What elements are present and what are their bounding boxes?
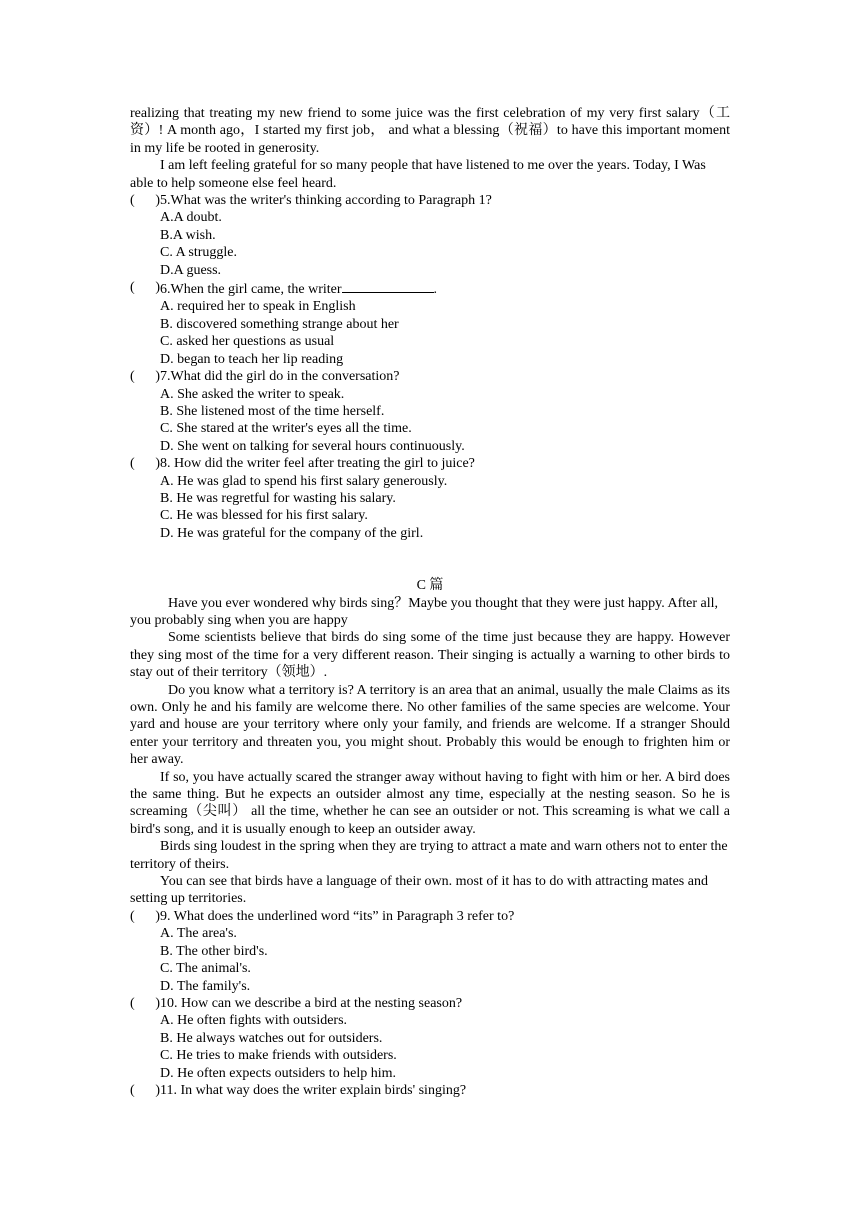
option: A. He was glad to spend his first salary generously. bbox=[160, 473, 448, 489]
option: A. required her to speak in English bbox=[160, 299, 356, 315]
answer-blank-parens[interactable]: ( ) bbox=[130, 908, 160, 924]
option: B. He was regretful for wasting his salary. bbox=[160, 490, 396, 506]
question-stem: 11. In what way does the writer explain birds' singing? bbox=[160, 1082, 467, 1098]
passage-c-paragraph: If so, you have actually scared the stranger away without having to fight with him or her. A bird does the same thing. But he expects an outsider almost any time, especially at the nesting season. So he is screaming（尖叫） all the time, whether he can see an outsider or not. This screaming is what we call a bird's song, and it is usually enough to keep an outsider away. bbox=[130, 769, 730, 837]
question-9 bbox=[130, 908, 730, 925]
passage-c-paragraph: Birds sing loudest in the spring when they are trying to attract a mate and warn others not to enter the territory of theirs. bbox=[130, 839, 728, 872]
fill-in-blank[interactable] bbox=[342, 279, 434, 293]
option: D. He was grateful for the company of the girl. bbox=[160, 525, 424, 541]
option: D. The family's. bbox=[160, 978, 251, 994]
option: B. She listened most of the time herself. bbox=[160, 403, 385, 419]
option: C. He tries to make friends with outsiders. bbox=[160, 1048, 397, 1064]
passage-c-paragraph: Have you ever wondered why birds sing？Maybe you thought that they were just happy. After all, you probably sing when you are happy bbox=[130, 595, 719, 628]
option: C. He was blessed for his first salary. bbox=[160, 508, 368, 524]
answer-blank-parens[interactable]: ( ) bbox=[130, 1082, 160, 1098]
question-7 bbox=[130, 368, 730, 385]
question-6 bbox=[130, 279, 730, 298]
option: C. asked her questions as usual bbox=[160, 334, 335, 350]
option: D. He often expects outsiders to help him. bbox=[160, 1065, 397, 1081]
question-10 bbox=[130, 995, 730, 1012]
passage-b-paragraph: realizing that treating my new friend to some juice was the first celebration of my very first salary（工资）! A month ago，I started my first job， and what a blessing（祝福）to have this important moment in my life be rooted in generosity. bbox=[130, 106, 730, 156]
question-8 bbox=[130, 455, 730, 472]
document-page bbox=[130, 105, 730, 1099]
question-stem: 7.What did the girl do in the conversation? bbox=[160, 369, 400, 385]
answer-blank-parens[interactable]: ( ) bbox=[130, 369, 160, 385]
passage-c-paragraph: Some scientists believe that birds do sing some of the time just because they are happy. However they sing most of the time for a very different reason. Their singing is actually a warning to other birds to stay out of their territory（领地）. bbox=[130, 630, 730, 681]
option: D. began to teach her lip reading bbox=[160, 351, 344, 367]
question-stem: 9. What does the underlined word “its” in Paragraph 3 refer to? bbox=[160, 908, 515, 924]
option: A. The area's. bbox=[160, 926, 237, 942]
section-spacer bbox=[130, 542, 730, 577]
answer-blank-parens[interactable]: ( ) bbox=[130, 280, 160, 296]
question-stem: 6.When the girl came, the writer . bbox=[160, 279, 437, 298]
section-title: C 篇 bbox=[416, 578, 444, 594]
passage-c-paragraph: Do you know what a territory is? A territory is an area that an animal, usually the male Claims as its own. Only he and his family are welcome there. No other families of the same species are welcome. Your yard and house are your territory where only your family, and friends are welcome. If a stranger Should enter your territory and threaten you, you might shout. Probably this would be enough to frighten him or her away. bbox=[130, 682, 730, 768]
option: D. She went on talking for several hours continuously. bbox=[160, 438, 465, 454]
question-5 bbox=[130, 192, 730, 209]
option: B. discovered something strange about her bbox=[160, 316, 399, 332]
question-stem: 10. How can we describe a bird at the nesting season? bbox=[160, 995, 463, 1011]
answer-blank-parens[interactable]: ( ) bbox=[130, 193, 160, 209]
passage-c-paragraph: You can see that birds have a language of their own. most of it has to do with attracting mates and setting up territories. bbox=[130, 874, 708, 907]
option: A. She asked the writer to speak. bbox=[160, 386, 345, 402]
answer-blank-parens[interactable]: ( ) bbox=[130, 456, 160, 472]
option: D.A guess. bbox=[160, 262, 222, 278]
option: B. He always watches out for outsiders. bbox=[160, 1030, 383, 1046]
passage-b-paragraph: I am left feeling grateful for so many people that have listened to me over the years. Today, I Was able to help someone else feel heard. bbox=[130, 158, 706, 191]
option: C. A struggle. bbox=[160, 245, 238, 261]
option: C. She stared at the writer's eyes all the time. bbox=[160, 421, 412, 437]
option: B.A wish. bbox=[160, 227, 216, 243]
answer-blank-parens[interactable]: ( ) bbox=[130, 995, 160, 1011]
option: A.A doubt. bbox=[160, 210, 222, 226]
question-stem: 8. How did the writer feel after treating the girl to juice? bbox=[160, 456, 475, 472]
question-11 bbox=[130, 1082, 730, 1099]
question-stem: 5.What was the writer's thinking according to Paragraph 1? bbox=[160, 193, 492, 209]
option: B. The other bird's. bbox=[160, 943, 268, 959]
option: A. He often fights with outsiders. bbox=[160, 1013, 348, 1029]
option: C. The animal's. bbox=[160, 961, 251, 977]
